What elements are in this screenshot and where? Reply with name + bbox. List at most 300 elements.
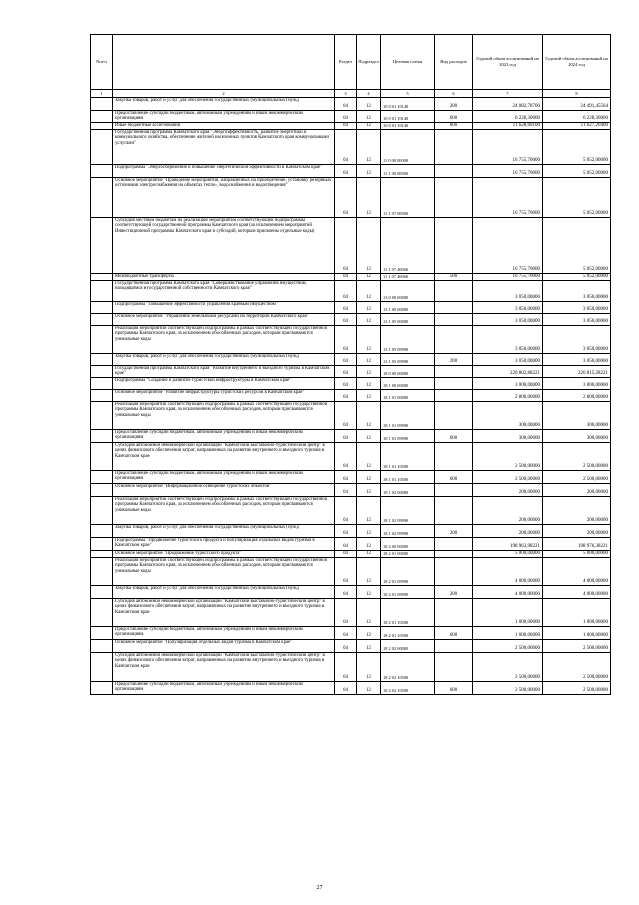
row-number bbox=[91, 538, 113, 551]
table-row bbox=[91, 281, 611, 302]
row-amount-2023: 4 000,00000 bbox=[473, 586, 543, 599]
row-amount-2023: 2 500,00000 bbox=[473, 682, 543, 695]
row-name-text: Государственная программа Камчатского края "Энергоэффективность, развитие энергетики и коммунального хозяйства, обеспечение жителей населенных пунктов Камчатского края коммунальными услугами" bbox=[115, 130, 329, 146]
table-row bbox=[91, 538, 611, 551]
row-razdel: 04 bbox=[335, 558, 357, 586]
row-podrazdel: 12 bbox=[357, 525, 381, 538]
row-expense-type bbox=[435, 314, 473, 326]
budget-table bbox=[90, 34, 611, 695]
header-name bbox=[113, 35, 335, 90]
table-row bbox=[91, 390, 611, 402]
row-name bbox=[113, 165, 335, 178]
row-number bbox=[91, 354, 113, 366]
row-target-article: 10 0 01 10140 bbox=[381, 123, 435, 130]
row-amount-2023: 16 755,70000 bbox=[473, 178, 543, 218]
row-podrazdel: 12 bbox=[357, 497, 381, 525]
row-expense-type bbox=[435, 443, 473, 471]
row-expense-type bbox=[435, 551, 473, 558]
row-expense-type bbox=[435, 218, 473, 274]
row-razdel: 04 bbox=[335, 178, 357, 218]
table-row bbox=[91, 682, 611, 695]
row-number bbox=[91, 627, 113, 640]
header-num: №п/п bbox=[91, 35, 113, 90]
row-razdel: 04 bbox=[335, 302, 357, 314]
row-podrazdel: 12 bbox=[357, 551, 381, 558]
row-expense-type: 200 bbox=[435, 525, 473, 538]
row-expense-type: 600 bbox=[435, 627, 473, 640]
row-expense-type bbox=[435, 281, 473, 302]
row-amount-2023: 2 500,00000 bbox=[473, 640, 543, 653]
table-row bbox=[91, 599, 611, 627]
row-number bbox=[91, 599, 113, 627]
row-razdel: 04 bbox=[335, 640, 357, 653]
row-razdel: 04 bbox=[335, 443, 357, 471]
row-expense-type bbox=[435, 599, 473, 627]
row-amount-2024: 3 050,00000 bbox=[543, 326, 611, 354]
row-expense-type bbox=[435, 326, 473, 354]
table-row bbox=[91, 525, 611, 538]
row-name-text: Субсидия автономной некоммерческой организации "Камчатский выставочно-туристический центр" в целях финансового обеспечения затрат, направленных на развитие внутреннего и въездного туризма в Камчатском крае bbox=[115, 443, 325, 459]
table-row bbox=[91, 218, 611, 274]
row-name-text: Иные бюджетные ассигнования bbox=[115, 123, 180, 128]
row-name-text: Реализация мероприятий соответствующей подпрограммы в рамках соответствующей государственной программы Камчатского края, за исключением обособленных расходов, которым присваиваются уникальные коды bbox=[115, 497, 328, 513]
row-podrazdel: 12 bbox=[357, 390, 381, 402]
row-target-article: 18 1 02 09990 bbox=[381, 525, 435, 538]
row-name-text: Предоставление субсидий бюджетным, автономным учреждениям и иным некоммерческим организациям bbox=[115, 627, 303, 638]
row-amount-2023: 3 050,00000 bbox=[473, 326, 543, 354]
row-podrazdel: 12 bbox=[357, 682, 381, 695]
header-year-2023: Годовой объем ассигнований на 2023 год bbox=[473, 35, 543, 90]
table-row bbox=[91, 165, 611, 178]
row-amount-2023: 2 800,00000 bbox=[473, 390, 543, 402]
row-amount-2023: 300,00000 bbox=[473, 402, 543, 430]
row-expense-type bbox=[435, 390, 473, 402]
row-name-text: Субсидия автономной некоммерческой организации "Камчатский выставочно-туристический центр" в целях финансового обеспечения затрат, направленных на развитие внутреннего и въездного туризма в Камчатском крае bbox=[115, 653, 325, 669]
row-amount-2023: 16 755,70000 bbox=[473, 274, 543, 281]
row-amount-2023: 3 050,00000 bbox=[473, 302, 543, 314]
row-expense-type: 600 bbox=[435, 430, 473, 443]
row-expense-type: 600 bbox=[435, 682, 473, 695]
row-razdel: 04 bbox=[335, 484, 357, 497]
row-number bbox=[91, 178, 113, 218]
row-expense-type bbox=[435, 378, 473, 390]
column-number: 1 bbox=[91, 90, 113, 98]
row-expense-type: 500 bbox=[435, 274, 473, 281]
row-name bbox=[113, 640, 335, 653]
row-razdel: 04 bbox=[335, 130, 357, 165]
row-name bbox=[113, 123, 335, 130]
row-name bbox=[113, 682, 335, 695]
row-name bbox=[113, 551, 335, 558]
row-name bbox=[113, 443, 335, 471]
table-row bbox=[91, 627, 611, 640]
row-amount-2023: 24 082,78700 bbox=[473, 98, 543, 111]
row-amount-2024: 300,00000 bbox=[543, 430, 611, 443]
row-amount-2024: 2 500,00000 bbox=[543, 682, 611, 695]
row-amount-2023: 1 000,00000 bbox=[473, 599, 543, 627]
row-target-article: 10 0 01 10140 bbox=[381, 111, 435, 123]
row-expense-type bbox=[435, 640, 473, 653]
row-name bbox=[113, 111, 335, 123]
row-amount-2024: 3 050,00000 bbox=[543, 314, 611, 326]
table-row bbox=[91, 274, 611, 281]
row-name bbox=[113, 302, 335, 314]
row-name bbox=[113, 314, 335, 326]
row-podrazdel: 12 bbox=[357, 130, 381, 165]
row-podrazdel: 12 bbox=[357, 484, 381, 497]
row-amount-2024: 4 000,00000 bbox=[543, 558, 611, 586]
row-amount-2023: 16 755,70000 bbox=[473, 218, 543, 274]
table-row bbox=[91, 402, 611, 430]
row-name bbox=[113, 599, 335, 627]
row-name-text: Предоставление субсидий бюджетным, автономным учреждениям и иным некоммерческим организациям bbox=[115, 682, 303, 693]
row-name bbox=[113, 402, 335, 430]
row-number bbox=[91, 390, 113, 402]
row-number bbox=[91, 281, 113, 302]
header-podrazdel: Подраздел bbox=[357, 35, 381, 90]
row-razdel: 04 bbox=[335, 98, 357, 111]
row-number bbox=[91, 366, 113, 378]
row-name bbox=[113, 525, 335, 538]
table-row bbox=[91, 430, 611, 443]
row-amount-2024: 5 052,00000 bbox=[543, 218, 611, 274]
table-row bbox=[91, 314, 611, 326]
row-number bbox=[91, 111, 113, 123]
row-name bbox=[113, 366, 335, 378]
row-amount-2023: 4 000,00000 bbox=[473, 558, 543, 586]
row-name bbox=[113, 390, 335, 402]
row-number bbox=[91, 525, 113, 538]
row-podrazdel: 12 bbox=[357, 538, 381, 551]
row-target-article: 18 2 01 10500 bbox=[381, 627, 435, 640]
row-expense-type bbox=[435, 402, 473, 430]
column-number: 3 bbox=[335, 90, 357, 98]
row-razdel: 04 bbox=[335, 402, 357, 430]
row-number bbox=[91, 653, 113, 682]
row-razdel: 04 bbox=[335, 366, 357, 378]
row-podrazdel: 12 bbox=[357, 281, 381, 302]
row-expense-type bbox=[435, 302, 473, 314]
row-amount-2023: 6 228,30000 bbox=[473, 111, 543, 123]
row-amount-2023: 200,00000 bbox=[473, 497, 543, 525]
table-row bbox=[91, 326, 611, 354]
row-target-article: 18 2 02 00000 bbox=[381, 640, 435, 653]
table-row bbox=[91, 123, 611, 130]
row-podrazdel: 12 bbox=[357, 178, 381, 218]
row-name-text: Реализация мероприятий соответствующей подпрограммы в рамках соответствующей государственной программы Камчатского края, за исключением обособленных расходов, которым присваиваются уникальные коды bbox=[115, 402, 328, 418]
row-podrazdel: 12 bbox=[357, 354, 381, 366]
table-body bbox=[91, 98, 611, 695]
row-number bbox=[91, 98, 113, 111]
row-name-text: Реализация мероприятий соответствующей подпрограммы в рамках соответствующей государственной программы Камчатского края, за исключением обособленных расходов, которым присваиваются уникальные коды bbox=[115, 558, 328, 574]
table-row bbox=[91, 653, 611, 682]
row-name bbox=[113, 98, 335, 111]
row-razdel: 04 bbox=[335, 471, 357, 484]
column-number: 7 bbox=[473, 90, 543, 98]
row-number bbox=[91, 130, 113, 165]
row-razdel: 04 bbox=[335, 165, 357, 178]
row-target-article: 10 0 01 10140 bbox=[381, 98, 435, 111]
row-expense-type bbox=[435, 366, 473, 378]
row-number bbox=[91, 326, 113, 354]
row-amount-2024: 200,00000 bbox=[543, 484, 611, 497]
row-podrazdel: 12 bbox=[357, 378, 381, 390]
row-expense-type bbox=[435, 165, 473, 178]
row-podrazdel: 12 bbox=[357, 586, 381, 599]
row-podrazdel: 12 bbox=[357, 471, 381, 484]
column-number-row bbox=[91, 90, 611, 98]
table-row bbox=[91, 302, 611, 314]
row-name-text: Государственная программа Камчатского края "Совершенствование управления имуществом, находящимся в государственной собственности Камчатского края" bbox=[115, 281, 307, 292]
row-expense-type: 200 bbox=[435, 98, 473, 111]
table-row bbox=[91, 178, 611, 218]
row-name-text: Предоставление субсидий бюджетным, автономным учреждениям и иным некоммерческим организациям bbox=[115, 430, 303, 441]
row-expense-type: 200 bbox=[435, 586, 473, 599]
row-amount-2023: 5 000,00000 bbox=[473, 551, 543, 558]
table-header-row bbox=[91, 35, 611, 90]
row-amount-2024: 24 491,45564 bbox=[543, 98, 611, 111]
row-name-text: Подпрограмма "Энергосбережение и повышение энергетической эффективности в Камчатском крае" bbox=[115, 165, 323, 170]
column-number: 8 bbox=[543, 90, 611, 98]
row-expense-type bbox=[435, 178, 473, 218]
table-row bbox=[91, 443, 611, 471]
row-target-article: 18 2 02 10500 bbox=[381, 653, 435, 682]
row-amount-2024: 1 000,00000 bbox=[543, 599, 611, 627]
row-podrazdel: 12 bbox=[357, 366, 381, 378]
row-amount-2024: 2 800,00000 bbox=[543, 390, 611, 402]
row-amount-2023: 1 000,00000 bbox=[473, 627, 543, 640]
row-amount-2023: 200,00000 bbox=[473, 484, 543, 497]
row-amount-2023: 300,00000 bbox=[473, 430, 543, 443]
row-podrazdel: 12 bbox=[357, 165, 381, 178]
row-amount-2024: 3 050,00000 bbox=[543, 302, 611, 314]
row-target-article: 18 1 01 10500 bbox=[381, 443, 435, 471]
column-number: 2 bbox=[113, 90, 335, 98]
table-row bbox=[91, 366, 611, 378]
row-podrazdel: 12 bbox=[357, 599, 381, 627]
row-amount-2023: 2 500,00000 bbox=[473, 653, 543, 682]
table-row bbox=[91, 640, 611, 653]
row-number bbox=[91, 378, 113, 390]
row-number bbox=[91, 551, 113, 558]
row-expense-type: 800 bbox=[435, 123, 473, 130]
row-podrazdel: 12 bbox=[357, 274, 381, 281]
row-razdel: 04 bbox=[335, 682, 357, 695]
row-target-article: 11 1 07 00000 bbox=[381, 178, 435, 218]
row-amount-2024: 220 815,28221 bbox=[543, 366, 611, 378]
row-amount-2023: 3 000,00000 bbox=[473, 378, 543, 390]
row-amount-2024: 2 500,00000 bbox=[543, 443, 611, 471]
row-number bbox=[91, 484, 113, 497]
row-razdel: 04 bbox=[335, 218, 357, 274]
row-name-text: Закупка товаров, работ и услуг для обеспечения государственных (муниципальных) нужд bbox=[115, 586, 299, 591]
row-razdel: 04 bbox=[335, 599, 357, 627]
row-amount-2024: 5 052,00000 bbox=[543, 165, 611, 178]
row-target-article: 11 1 07 40060 bbox=[381, 218, 435, 274]
row-amount-2024: 2 500,00000 bbox=[543, 471, 611, 484]
row-name-text: Основное мероприятие "Популяризация отдельных видов туризма в Камчатском крае" bbox=[115, 640, 293, 645]
row-amount-2024: 3 050,00000 bbox=[543, 281, 611, 302]
row-amount-2024: 300,00000 bbox=[543, 402, 611, 430]
row-target-article: 13 1 05 00000 bbox=[381, 314, 435, 326]
row-expense-type bbox=[435, 497, 473, 525]
row-amount-2024: 3 050,00000 bbox=[543, 354, 611, 366]
row-name-text: Подпрограмма "Создание и развитие туристской инфраструктуры в Камчатском крае" bbox=[115, 378, 292, 383]
table-row bbox=[91, 471, 611, 484]
row-name bbox=[113, 354, 335, 366]
row-amount-2024: 4 000,00000 bbox=[543, 586, 611, 599]
row-razdel: 04 bbox=[335, 326, 357, 354]
row-name bbox=[113, 378, 335, 390]
table-row bbox=[91, 130, 611, 165]
row-target-article: 11 0 00 00000 bbox=[381, 130, 435, 165]
row-name bbox=[113, 497, 335, 525]
row-target-article: 11 1 07 40060 bbox=[381, 274, 435, 281]
row-amount-2024: 5 052,00000 bbox=[543, 178, 611, 218]
row-expense-type bbox=[435, 558, 473, 586]
row-razdel: 04 bbox=[335, 497, 357, 525]
row-name bbox=[113, 430, 335, 443]
row-razdel: 04 bbox=[335, 551, 357, 558]
row-podrazdel: 12 bbox=[357, 111, 381, 123]
header-target-article: Целевая статья bbox=[381, 35, 435, 90]
row-razdel: 04 bbox=[335, 390, 357, 402]
row-podrazdel: 12 bbox=[357, 430, 381, 443]
row-name bbox=[113, 326, 335, 354]
row-number bbox=[91, 558, 113, 586]
row-amount-2023: 11 628,60100 bbox=[473, 123, 543, 130]
table-row bbox=[91, 484, 611, 497]
row-target-article: 13 1 00 00000 bbox=[381, 302, 435, 314]
row-podrazdel: 12 bbox=[357, 402, 381, 430]
row-name bbox=[113, 586, 335, 599]
row-target-article: 18 1 02 09990 bbox=[381, 497, 435, 525]
row-podrazdel: 12 bbox=[357, 653, 381, 682]
row-podrazdel: 12 bbox=[357, 558, 381, 586]
row-name bbox=[113, 218, 335, 274]
row-amount-2023: 3 050,00000 bbox=[473, 354, 543, 366]
row-razdel: 04 bbox=[335, 378, 357, 390]
row-target-article: 18 2 01 09990 bbox=[381, 586, 435, 599]
row-expense-type: 600 bbox=[435, 111, 473, 123]
row-razdel: 04 bbox=[335, 281, 357, 302]
row-expense-type: 600 bbox=[435, 471, 473, 484]
row-name-text: Предоставление субсидий бюджетным, автономным учреждениям и иным некоммерческим организациям bbox=[115, 111, 303, 122]
row-target-article: 13 0 00 00000 bbox=[381, 281, 435, 302]
row-name-text: Подпрограмма "Повышение эффективности управления краевым имуществом" bbox=[115, 302, 278, 307]
row-number bbox=[91, 430, 113, 443]
row-razdel: 04 bbox=[335, 653, 357, 682]
row-amount-2024: 11 627,20400 bbox=[543, 123, 611, 130]
row-number bbox=[91, 123, 113, 130]
column-number: 4 bbox=[357, 90, 381, 98]
row-podrazdel: 12 bbox=[357, 443, 381, 471]
header-razdel: Раздел bbox=[335, 35, 357, 90]
page-number: 27 bbox=[316, 885, 323, 891]
row-podrazdel: 12 bbox=[357, 314, 381, 326]
row-number bbox=[91, 314, 113, 326]
row-name bbox=[113, 538, 335, 551]
row-name bbox=[113, 178, 335, 218]
row-target-article: 18 1 01 10500 bbox=[381, 471, 435, 484]
row-amount-2024: 200,00000 bbox=[543, 497, 611, 525]
table-row bbox=[91, 378, 611, 390]
row-amount-2024: 3 000,00000 bbox=[543, 378, 611, 390]
row-name-text: Предоставление субсидий бюджетным, автономным учреждениям и иным некоммерческим организациям bbox=[115, 471, 303, 482]
row-number bbox=[91, 443, 113, 471]
row-name-text: Государственная программа Камчатского края "Развитие внутреннего и въездного туризма в Камчатском крае" bbox=[115, 366, 330, 377]
row-number bbox=[91, 682, 113, 695]
row-name bbox=[113, 130, 335, 165]
row-amount-2023: 3 050,00000 bbox=[473, 314, 543, 326]
row-amount-2023: 16 755,70000 bbox=[473, 165, 543, 178]
row-target-article: 13 1 05 09990 bbox=[381, 326, 435, 354]
row-name-text: Субсидия местным бюджетам на реализацию мероприятий соответствующей подпрограммы соответствующей государственной программы Камчатского края (за исключением мероприятий Инвестиционной программы Камчатского края и субсидий, которым присвоены отдельные коды) bbox=[115, 218, 315, 234]
row-razdel: 04 bbox=[335, 314, 357, 326]
row-amount-2024: 2 500,00000 bbox=[543, 640, 611, 653]
row-amount-2023: 16 755,70000 bbox=[473, 130, 543, 165]
table-row bbox=[91, 98, 611, 111]
row-name-text: Основное мероприятие "Проведение мероприятий, направленных на приобретение, установку резервных источников электроснабжения на объектах тепло-, водоснабжения и водоотведения" bbox=[115, 178, 332, 189]
row-name bbox=[113, 558, 335, 586]
row-number bbox=[91, 497, 113, 525]
header-year-2024: Годовой объем ассигнований на 2024 год bbox=[543, 35, 611, 90]
row-expense-type: 200 bbox=[435, 354, 473, 366]
header-expense-type: Вид расходов bbox=[435, 35, 473, 90]
row-target-article: 18 2 01 10500 bbox=[381, 599, 435, 627]
row-number bbox=[91, 302, 113, 314]
row-amount-2024: 6 228,30000 bbox=[543, 111, 611, 123]
row-razdel: 04 bbox=[335, 123, 357, 130]
row-amount-2023: 2 500,00000 bbox=[473, 443, 543, 471]
row-expense-type bbox=[435, 653, 473, 682]
row-razdel: 04 bbox=[335, 586, 357, 599]
row-amount-2023: 220 802,88221 bbox=[473, 366, 543, 378]
row-podrazdel: 12 bbox=[357, 302, 381, 314]
row-expense-type bbox=[435, 538, 473, 551]
row-target-article: 18 1 02 00000 bbox=[381, 484, 435, 497]
row-expense-type bbox=[435, 484, 473, 497]
table-row bbox=[91, 586, 611, 599]
row-expense-type bbox=[435, 130, 473, 165]
row-name-text: Основное мероприятие "Информационное освещение туристских объектов" bbox=[115, 484, 272, 489]
row-name bbox=[113, 627, 335, 640]
row-podrazdel: 12 bbox=[357, 640, 381, 653]
row-podrazdel: 12 bbox=[357, 627, 381, 640]
row-amount-2023: 3 050,00000 bbox=[473, 281, 543, 302]
row-target-article: 18 0 00 00000 bbox=[381, 366, 435, 378]
row-number bbox=[91, 640, 113, 653]
row-target-article: 18 1 00 00000 bbox=[381, 378, 435, 390]
table-row bbox=[91, 551, 611, 558]
row-name-text: Межбюджетные трансферты bbox=[115, 274, 174, 279]
row-target-article: 18 2 01 00000 bbox=[381, 551, 435, 558]
row-name bbox=[113, 281, 335, 302]
row-amount-2024: 5 052,00000 bbox=[543, 130, 611, 165]
column-number: 5 bbox=[381, 90, 435, 98]
table-row bbox=[91, 354, 611, 366]
row-name bbox=[113, 274, 335, 281]
table-row bbox=[91, 558, 611, 586]
row-name-text: Закупка товаров, работ и услуг для обеспечения государственных (муниципальных) нужд bbox=[115, 525, 299, 530]
row-name bbox=[113, 484, 335, 497]
row-name-text: Основное мероприятие "Управление земельными ресурсами на территории Камчатского края" bbox=[115, 314, 309, 319]
row-number bbox=[91, 218, 113, 274]
row-number bbox=[91, 165, 113, 178]
row-amount-2024: 5 000,00000 bbox=[543, 551, 611, 558]
row-name-text: Подпрограмма "Продвижение туристского продукта и популяризация отдельных видов туризма в Камчатском крае" bbox=[115, 538, 315, 549]
row-name-text: Реализация мероприятий соответствующей подпрограммы в рамках соответствующей государственной программы Камчатского края, за исключением обособленных расходов, которым присваиваются уникальные коды bbox=[115, 326, 328, 342]
